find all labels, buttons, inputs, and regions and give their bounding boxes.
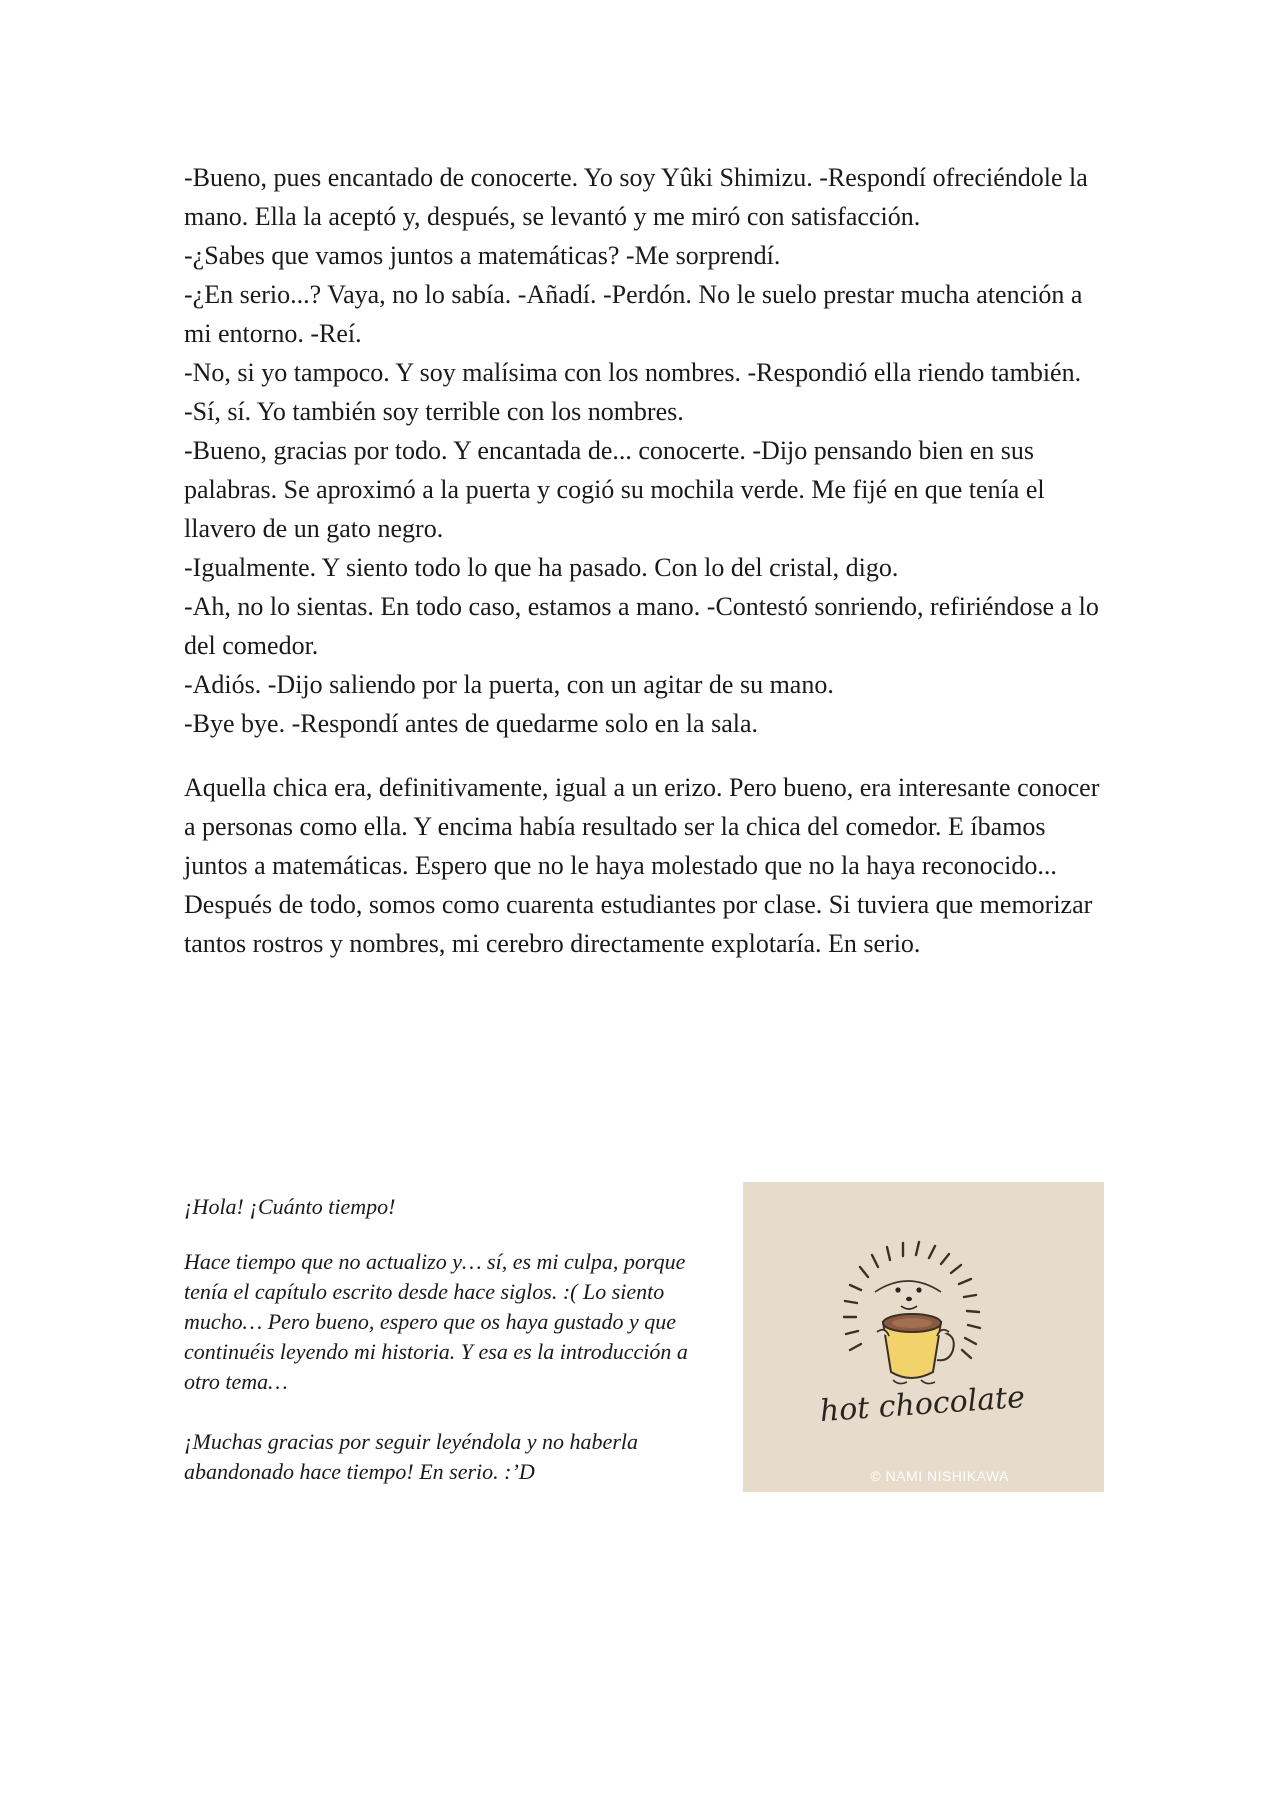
dialogue-line: -Igualmente. Y siento todo lo que ha pasado. Con lo del cristal, digo. xyxy=(184,553,899,582)
copyright-text: © NAMI NISHIKAWA xyxy=(870,1468,1009,1484)
handwritten-caption: hot chocolate xyxy=(818,1379,1026,1430)
hedgehog-illustration xyxy=(743,1182,1104,1492)
dialogue-line: -Bueno, pues encantado de conocerte. Yo soy Yûki Shimizu. -Respondí ofreciéndole la mano. Ella la aceptó y, después, se levantó y me miró con satisfacción. xyxy=(184,163,1088,231)
dialogue-line: -¿En serio...? Vaya, no lo sabía. -Añadí. -Perdón. No le suelo prestar mucha atención a mi entorno. -Reí. xyxy=(184,280,1083,348)
dialogue-line: -Bye bye. -Respondí antes de quedarme solo en la sala. xyxy=(184,709,758,738)
dialogue-line: -Bueno, gracias por todo. Y encantada de... conocerte. -Dijo pensando bien en sus palabras. Se aproximó a la puerta y cogió su mochila verde. Me fijé en que tenía el llavero de un gato negro. xyxy=(184,436,1045,543)
author-note-body: Hace tiempo que no actualizo y… sí, es mi culpa, porque tenía el capítulo escrito desde hace siglos. :( Lo siento mucho… Pero bueno, espero que os haya gustado y que continuéis leyendo mi historia. Y esa es la introducción a otro tema… xyxy=(184,1249,688,1394)
story-text xyxy=(184,158,1104,963)
dialogue-line: -Adiós. -Dijo saliendo por la puerta, con un agitar de su mano. xyxy=(184,670,834,699)
dialogue-line: -¿Sabes que vamos juntos a matemáticas? -Me sorprendí. xyxy=(184,241,781,270)
narration-paragraph: Aquella chica era, definitivamente, igual a un erizo. Pero bueno, era interesante conocer a personas como ella. Y encima había resultado ser la chica del comedor. E íbamos juntos a matemáticas. Espero que no le haya molestado que no la haya reconocido... Después de todo, somos como cuarenta estudiantes por clase. Si tuviera que memorizar tantos rostros y nombres, mi cerebro directamente explotaría. En serio. xyxy=(184,773,1100,958)
author-note xyxy=(184,1192,714,1487)
author-note-greeting: ¡Hola! ¡Cuánto tiempo! xyxy=(184,1194,396,1219)
dialogue-line: -Sí, sí. Yo también soy terrible con los nombres. xyxy=(184,397,684,426)
hedgehog-hot-chocolate-drawing xyxy=(743,1182,1104,1492)
author-note-thanks: ¡Muchas gracias por seguir leyéndola y no haberla abandonado hace tiempo! En serio. :’D xyxy=(184,1429,638,1484)
dialogue-line: -Ah, no lo sientas. En todo caso, estamos a mano. -Contestó sonriendo, refiriéndose a lo del comedor. xyxy=(184,592,1099,660)
dialogue-line: -No, si yo tampoco. Y soy malísima con los nombres. -Respondió ella riendo también. xyxy=(184,358,1082,387)
